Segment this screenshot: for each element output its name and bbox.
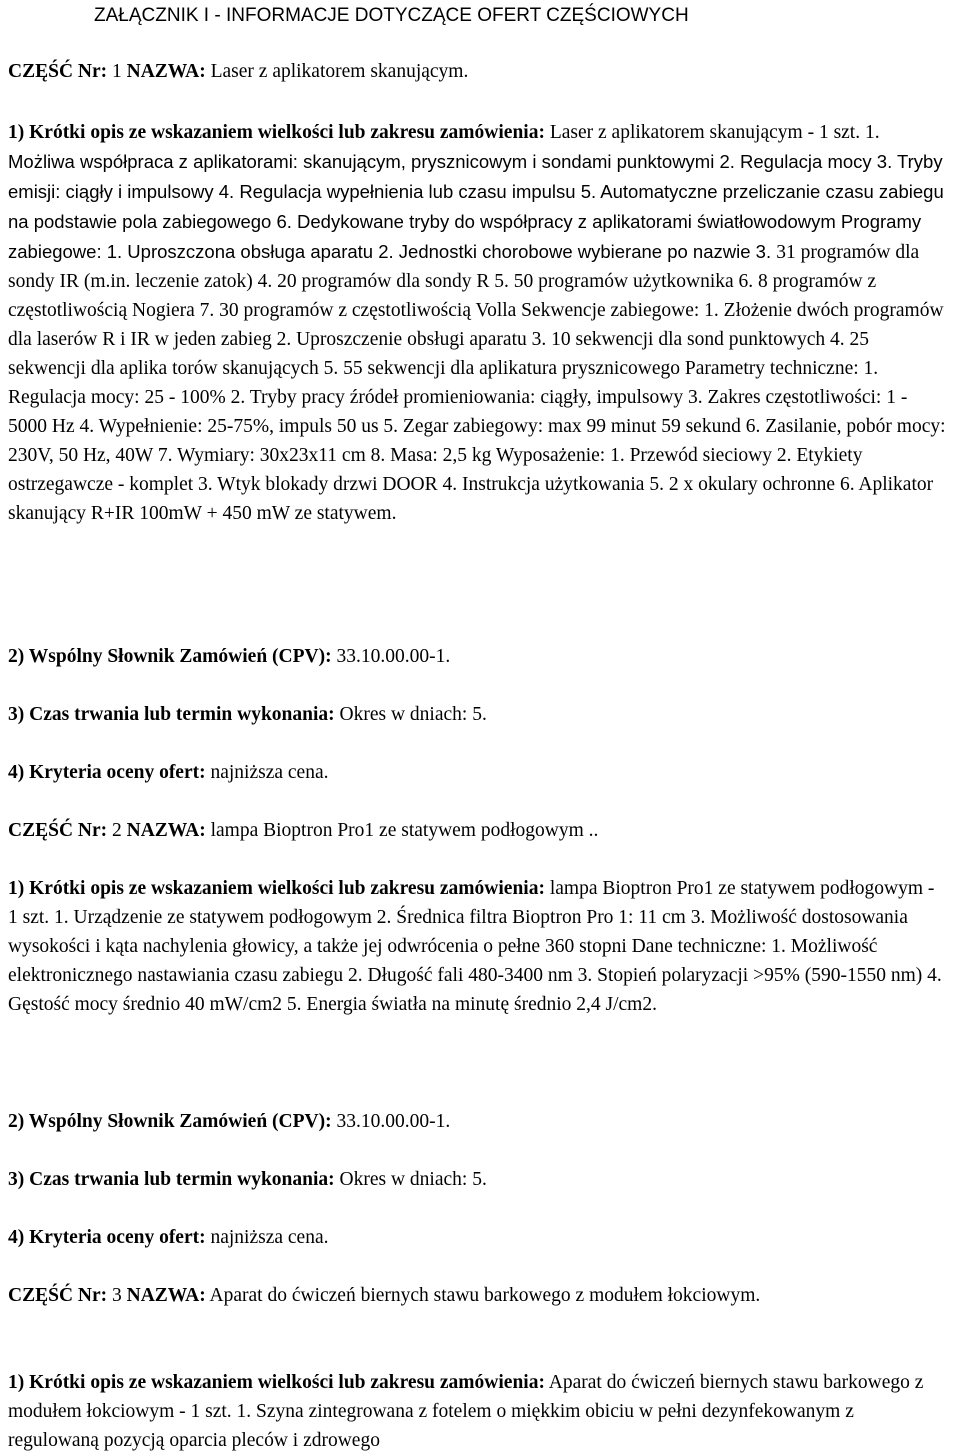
description-text: Aparat do ćwiczeń biernych stawu barkowego z modułem łokciowym - 1 szt. 1. Szyna zintegrowana z fotelem o miękkim obiciu w pełni dezynfekowanym z regulowaną pozycją oparcia pleców i zdrowego bbox=[8, 1372, 924, 1451]
part-name-label: NAZWA: bbox=[126, 1285, 206, 1306]
description-features: Możliwa współpraca z aplikatorami: skanującym, prysznicowym i sondami punktowymi 2. Regulacja mocy 3. Tryby emisji: ciągły i impulsowy 4. Regulacja wypełnienia lub czasu impulsu 5. Automatyczne przeliczanie czasu zabiegu na podstawie pola zabiegowego 6. Dedykowane tryby do współpracy z aplikatorami światłowodowym Programy zabiegowe: 1. Uproszczona obsługa aparatu 2. Jednostki chorobowe wybierane po nazwie 3. bbox=[8, 151, 944, 262]
part-number: 1 bbox=[107, 61, 127, 82]
part-name: Aparat do ćwiczeń biernych stawu barkowego z modułem łokciowym. bbox=[205, 1285, 761, 1306]
duration-value: Okres w dniach: 5. bbox=[334, 704, 487, 725]
part-name: lampa Bioptron Pro1 ze statywem podłogowym .. bbox=[205, 820, 599, 841]
part-name: Laser z aplikatorem skanującym. bbox=[205, 61, 469, 82]
part2-header bbox=[8, 816, 948, 845]
part-number: 2 bbox=[107, 820, 127, 841]
criteria-label: 4) Kryteria oceny ofert: bbox=[8, 762, 206, 783]
part2-cpv bbox=[8, 1107, 948, 1136]
part1-duration bbox=[8, 700, 948, 729]
part3-header bbox=[8, 1281, 888, 1310]
part-name-label: NAZWA: bbox=[126, 61, 206, 82]
part2-description bbox=[8, 874, 948, 1019]
part-number: 3 bbox=[107, 1285, 127, 1306]
part3-description bbox=[8, 1368, 948, 1455]
duration-value: Okres w dniach: 5. bbox=[334, 1169, 487, 1190]
part2-criteria bbox=[8, 1223, 948, 1252]
criteria-value: najniższa cena. bbox=[205, 762, 329, 783]
part1-description bbox=[8, 118, 948, 528]
criteria-value: najniższa cena. bbox=[205, 1227, 329, 1248]
description-text: lampa Bioptron Pro1 ze statywem podłogowym - 1 szt. 1. Urządzenie ze statywem podłogowym 2. Średnica filtra Bioptron Pro 1: 11 cm 3. Możliwość dostosowania wysokości i kąta nachylenia głowicy, a także jej odwrócenia o pełne 360 stopni Dane techniczne: 1. Możliwość elektronicznego nastawiania czasu zabiegu 2. Długość fali 480-3400 nm 3. Stopień polaryzacji >95% (590-1550 nm) 4. Gęstość mocy średnio 40 mW/cm2 5. Energia światła na minutę średnio 2,4 J/cm2. bbox=[8, 878, 942, 1015]
part-name-label: NAZWA: bbox=[126, 820, 206, 841]
cpv-label: 2) Wspólny Słownik Zamówień (CPV): bbox=[8, 1111, 332, 1132]
cpv-value: 33.10.00.00-1. bbox=[331, 646, 451, 667]
description-rest: 31 programów dla sondy IR (m.in. leczenie zatok) 4. 20 programów dla sondy R 5. 50 programów użytkownika 6. 8 programów z częstotliwością Nogiera 7. 30 programów z częstotliwością Volla Sekwencje zabiegowe: 1. Złożenie dwóch programów dla laserów R i IR w jeden zabieg 2. Uproszczenie obsługi aparatu 3. 10 sekwencji dla sond punktowych 4. 25 sekwencji dla aplika torów skanujących 5. 55 sekwencji dla aplikatura prysznicowego Parametry techniczne: 1. Regulacja mocy: 25 - 100% 2. Tryby pracy źródeł promieniowania: ciągły, impulsowy 3. Zakres częstotliwości: 1 - 5000 Hz 4. Wypełnienie: 25-75%, impuls 50 us 5. Zegar zabiegowy: max 99 minut 59 sekund 6. Zasilanie, pobór mocy: 230V, 50 Hz, 40W 7. Wymiary: 30x23x11 cm 8. Masa: 2,5 kg Wyposażenie: 1. Przewód sieciowy 2. Etykiety ostrzegawcze - komplet 3. Wtyk blokady drzwi DOOR 4. Instrukcja użytkowania 5. 2 x okulary ochronne 6. Aplikator skanujący R+IR 100mW + 450 mW ze statywem. bbox=[8, 242, 946, 524]
description-label: 1) Krótki opis ze wskazaniem wielkości lub zakresu zamówienia: bbox=[8, 1372, 545, 1393]
criteria-label: 4) Kryteria oceny ofert: bbox=[8, 1227, 206, 1248]
part-number-label: CZĘŚĆ Nr: bbox=[8, 1285, 108, 1306]
page-title: ZAŁĄCZNIK I - INFORMACJE DOTYCZĄCE OFERT CZĘŚCIOWYCH bbox=[94, 5, 689, 26]
part1-cpv bbox=[8, 642, 948, 671]
duration-label: 3) Czas trwania lub termin wykonania: bbox=[8, 1169, 335, 1190]
description-lead: Laser z aplikatorem skanującym - 1 szt. 1. bbox=[544, 122, 880, 143]
part2-duration bbox=[8, 1165, 948, 1194]
description-label: 1) Krótki opis ze wskazaniem wielkości lub zakresu zamówienia: bbox=[8, 878, 545, 899]
duration-label: 3) Czas trwania lub termin wykonania: bbox=[8, 704, 335, 725]
part1-criteria bbox=[8, 758, 948, 787]
part-number-label: CZĘŚĆ Nr: bbox=[8, 61, 108, 82]
cpv-label: 2) Wspólny Słownik Zamówień (CPV): bbox=[8, 646, 332, 667]
description-label: 1) Krótki opis ze wskazaniem wielkości lub zakresu zamówienia: bbox=[8, 122, 545, 143]
cpv-value: 33.10.00.00-1. bbox=[331, 1111, 451, 1132]
part-number-label: CZĘŚĆ Nr: bbox=[8, 820, 108, 841]
part1-header bbox=[8, 57, 948, 86]
